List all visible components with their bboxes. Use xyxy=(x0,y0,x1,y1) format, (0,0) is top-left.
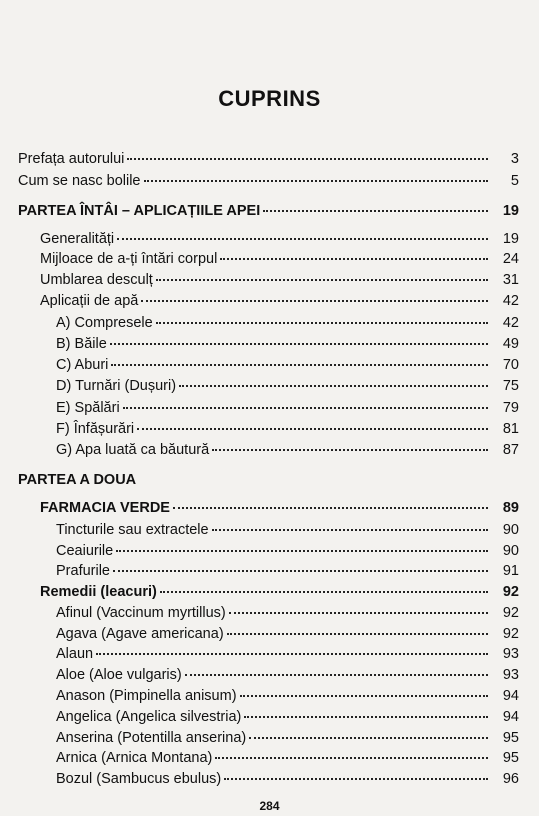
toc-entry-title: A) Compresele xyxy=(56,315,153,331)
toc-entry-title: Alaun xyxy=(56,646,94,662)
toc-entry xyxy=(56,441,519,459)
toc-entry xyxy=(18,172,519,190)
toc-section-entry xyxy=(40,499,519,517)
toc-entry-title: Aplicații de apă xyxy=(40,293,139,309)
toc-entry xyxy=(56,770,519,788)
toc-entry xyxy=(56,687,519,705)
leader-dots xyxy=(263,210,488,212)
toc-entry-page: 49 xyxy=(502,336,519,352)
leader-dots xyxy=(113,570,488,572)
toc-entry-title: Anserina (Potentilla anserina) xyxy=(56,730,247,746)
page-number: 284 xyxy=(259,799,280,813)
leader-dots xyxy=(224,778,488,780)
toc-entry-page: 81 xyxy=(502,421,519,437)
toc-entry xyxy=(40,292,519,310)
leader-dots xyxy=(160,591,488,593)
leader-dots xyxy=(185,674,488,676)
toc-entry-page: 94 xyxy=(502,709,519,725)
toc-entry-title: FARMACIA VERDE xyxy=(40,500,170,516)
toc-entry xyxy=(56,420,519,438)
leader-dots xyxy=(137,428,488,430)
toc-entry-page: 89 xyxy=(502,500,519,516)
toc-entry-page: 96 xyxy=(502,771,519,787)
toc-entry xyxy=(40,230,519,248)
leader-dots xyxy=(249,737,488,739)
leader-dots xyxy=(123,407,488,409)
toc-entry-title: Generalități xyxy=(40,231,115,247)
toc-entry-page: 70 xyxy=(502,357,519,373)
leader-dots xyxy=(156,322,488,324)
toc-entry-title: Agava (Agave americana) xyxy=(56,626,224,642)
leader-dots xyxy=(227,633,488,635)
toc-entry xyxy=(56,562,519,580)
toc-entry-page: 75 xyxy=(502,378,519,394)
leader-dots xyxy=(110,343,488,345)
page-title: CUPRINS xyxy=(218,86,321,111)
leader-dots xyxy=(141,300,488,302)
toc-section-entry xyxy=(40,583,519,601)
leader-dots xyxy=(127,158,488,160)
toc-entry-title: E) Spălări xyxy=(56,400,120,416)
toc-entry-title: Angelica (Angelica silvestria) xyxy=(56,709,242,725)
toc-entry xyxy=(56,645,519,663)
toc-entry-title: Umblarea desculț xyxy=(40,272,153,288)
toc-entry xyxy=(56,749,519,767)
leader-dots xyxy=(111,364,488,366)
toc-entry-title: Cum se nasc bolile xyxy=(18,173,141,189)
leader-dots xyxy=(156,279,488,281)
leader-dots xyxy=(244,716,488,718)
toc-entry-page: 87 xyxy=(502,442,519,458)
toc-entry-title: Aloe (Aloe vulgaris) xyxy=(56,667,182,683)
toc-entry-title: Arnica (Arnica Montana) xyxy=(56,750,213,766)
leader-dots xyxy=(240,695,488,697)
toc-entry-page: 79 xyxy=(502,400,519,416)
toc-entry xyxy=(56,335,519,353)
toc-entry xyxy=(56,377,519,395)
leader-dots xyxy=(212,529,488,531)
toc-entry xyxy=(56,521,519,539)
toc-entry-title: F) Înfășurări xyxy=(56,421,135,437)
toc-entry-page: 31 xyxy=(502,272,519,288)
leader-dots xyxy=(215,757,488,759)
toc-entry-page: 3 xyxy=(510,151,519,167)
toc-entry-page: 93 xyxy=(502,667,519,683)
toc-entry xyxy=(56,604,519,622)
toc-entry-title: Remedii (leacuri) xyxy=(40,584,157,600)
toc-entry-title: Afinul (Vaccinum myrtillus) xyxy=(56,605,226,621)
toc-entry-page: 95 xyxy=(502,750,519,766)
toc-entry-title: Mijloace de a-ți întări corpul xyxy=(40,251,218,267)
toc-entry xyxy=(56,666,519,684)
toc-entry-page: 19 xyxy=(502,231,519,247)
toc-entry-title: C) Aburi xyxy=(56,357,109,373)
leader-dots xyxy=(144,180,489,182)
toc-entry-page: 19 xyxy=(502,203,519,219)
leader-dots xyxy=(116,550,488,552)
leader-dots xyxy=(179,385,488,387)
toc-entry-title: B) Băile xyxy=(56,336,107,352)
toc-entry-page: 94 xyxy=(502,688,519,704)
toc-entry-title: Prafurile xyxy=(56,563,110,579)
toc-entry-page: 91 xyxy=(502,563,519,579)
toc-entry-title: Bozul (Sambucus ebulus) xyxy=(56,771,222,787)
toc-entry xyxy=(56,625,519,643)
toc-entry-page: 90 xyxy=(502,522,519,538)
toc-entry-title: Anason (Pimpinella anisum) xyxy=(56,688,237,704)
leader-dots xyxy=(212,449,488,451)
toc-entry-page: 92 xyxy=(502,605,519,621)
leader-dots xyxy=(117,238,488,240)
toc-entry-page: 24 xyxy=(502,251,519,267)
toc-entry xyxy=(40,250,519,268)
toc-part-entry xyxy=(18,202,519,220)
toc-entry-page: 42 xyxy=(502,293,519,309)
toc-entry-title: G) Apa luată ca băutură xyxy=(56,442,210,458)
part-two-heading: PARTEA A DOUA xyxy=(18,472,137,488)
toc-entry-title: Tincturile sau extractele xyxy=(56,522,209,538)
toc-entry xyxy=(56,356,519,374)
toc-entry-title: Prefața autorului xyxy=(18,151,125,167)
toc-entry xyxy=(56,708,519,726)
toc-entry-page: 92 xyxy=(502,626,519,642)
leader-dots xyxy=(229,612,488,614)
leader-dots xyxy=(173,507,488,509)
toc-entry-page: 95 xyxy=(502,730,519,746)
toc-entry xyxy=(18,150,519,168)
toc-entry xyxy=(56,542,519,560)
toc-entry-title: Ceaiurile xyxy=(56,543,114,559)
toc-entry xyxy=(40,271,519,289)
toc-entry-page: 5 xyxy=(510,173,519,189)
toc-entry-page: 93 xyxy=(502,646,519,662)
toc-entry xyxy=(56,399,519,417)
toc-entry xyxy=(56,314,519,332)
toc-entry-page: 92 xyxy=(502,584,519,600)
leader-dots xyxy=(220,258,488,260)
toc-entry xyxy=(56,729,519,747)
toc-entry-page: 90 xyxy=(502,543,519,559)
toc-entry-page: 42 xyxy=(502,315,519,331)
toc-entry-title: PARTEA ÎNTÂI – APLICAȚIILE APEI xyxy=(18,203,261,219)
leader-dots xyxy=(96,653,488,655)
toc-entry-title: D) Turnări (Dușuri) xyxy=(56,378,177,394)
